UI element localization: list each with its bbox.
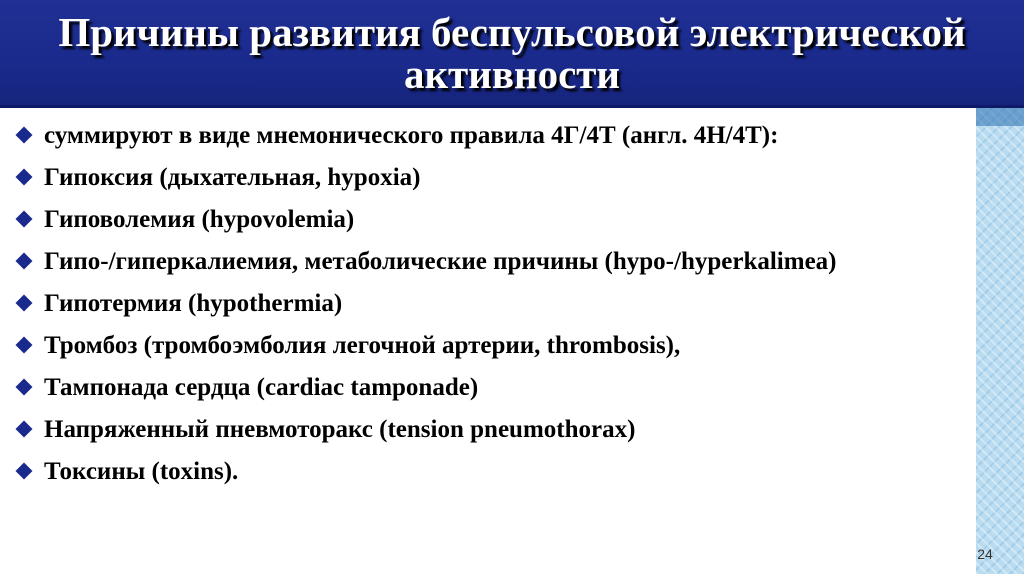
list-item-text: Гипоксия (дыхательная, hypoxia) (44, 164, 421, 191)
content-area (14, 122, 964, 500)
list-item (14, 416, 964, 444)
diamond-bullet-icon (16, 379, 33, 396)
diamond-bullet-icon (16, 337, 33, 354)
side-decoration-band (976, 108, 1024, 126)
diamond-bullet-icon (16, 421, 33, 438)
list-item-text: Токсины (toxins). (44, 458, 239, 485)
list-item-text: Гипотермия (hypothermia) (44, 290, 343, 317)
list-item-text: Тампонада сердца (cardiac tamponade) (44, 374, 479, 401)
diamond-bullet-icon (16, 211, 33, 228)
list-item-text: Гиповолемия (hypovolemia) (44, 206, 355, 233)
list-item-text: Напряженный пневмоторакс (tension pneumothorax) (44, 416, 636, 443)
diamond-bullet-icon (16, 295, 33, 312)
diamond-bullet-icon (16, 253, 33, 270)
list-item (14, 374, 964, 402)
title-bar (0, 0, 1024, 108)
list-item (14, 332, 964, 360)
list-item (14, 122, 964, 150)
list-item (14, 164, 964, 192)
bullet-list (14, 122, 964, 486)
list-item (14, 458, 964, 486)
slide-title: Причины развития беспульсовой электрической активности (58, 8, 966, 97)
list-item (14, 206, 964, 234)
diamond-bullet-icon (16, 463, 33, 480)
diamond-bullet-icon (16, 127, 33, 144)
list-item (14, 290, 964, 318)
page-number: 24 (977, 546, 993, 562)
list-item-text: Гипо-/гиперкалиемия, метаболические причины (hypo-/hyperkalimea) (44, 248, 837, 275)
list-item (14, 248, 964, 276)
diamond-bullet-icon (16, 169, 33, 186)
list-item-text: Тромбоз (тромбоэмболия легочной артерии, thrombosis), (44, 332, 681, 359)
list-item-text: суммируют в виде мнемонического правила 4Г/4Т (англ. 4H/4T): (44, 122, 779, 149)
side-decoration-strip (976, 108, 1024, 574)
